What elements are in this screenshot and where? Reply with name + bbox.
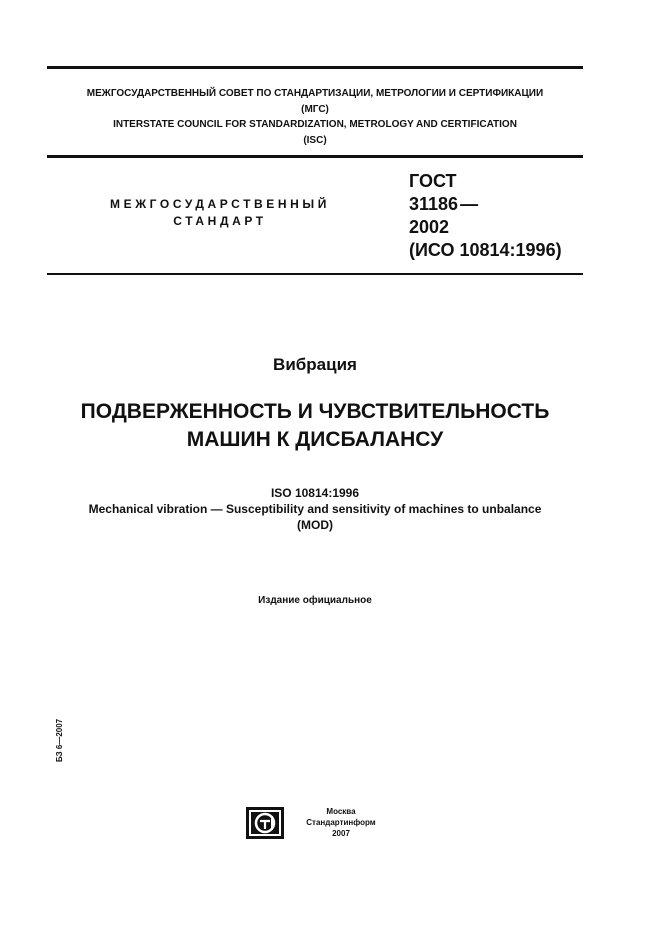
standard-type xyxy=(60,196,380,230)
gost-year: 2002 xyxy=(409,217,450,237)
publisher-city: Москва xyxy=(326,807,356,816)
council-name-ru: МЕЖГОСУДАРСТВЕННЫЙ СОВЕТ ПО СТАНДАРТИЗАЦИИ, МЕТРОЛОГИИ И СЕРТИФИКАЦИИ xyxy=(86,88,544,99)
council-abbr-ru: (МГС) xyxy=(301,103,329,115)
side-code-text: БЗ 6—2007 xyxy=(55,718,64,762)
title-line1: ПОДВЕРЖЕННОСТЬ И ЧУВСТВИТЕЛЬНОСТЬ xyxy=(80,400,550,423)
title-line2: МАШИН К ДИСБАЛАНСУ xyxy=(186,428,444,451)
iso-reference: (ИСО 10814:1996) xyxy=(409,240,562,260)
standard-type-line2: СТАНДАРТ xyxy=(173,214,267,228)
edition-note: Издание официальное xyxy=(258,595,372,606)
gost-prefix: ГОСТ xyxy=(409,171,457,191)
iso-block xyxy=(30,485,600,533)
publisher-year: 2007 xyxy=(332,829,350,838)
document-title xyxy=(30,398,600,454)
standard-type-line1: МЕЖГОСУДАРСТВЕННЫЙ xyxy=(110,197,330,211)
council-header xyxy=(47,86,583,148)
council-name-en: INTERSTATE COUNCIL FOR STANDARDIZATION, METROLOGY AND CERTIFICATION xyxy=(113,119,517,130)
gost-dash: — xyxy=(460,194,479,214)
topic-heading: Вибрация xyxy=(273,355,357,374)
iso-mod: (MOD) xyxy=(297,518,333,532)
standard-designation xyxy=(409,170,562,262)
publisher-info xyxy=(296,806,386,839)
iso-title: Mechanical vibration — Susceptibility and sensitivity of machines to unbalance xyxy=(88,502,542,516)
standartinform-logo-icon xyxy=(246,807,284,839)
designation-rule xyxy=(47,273,583,275)
publisher-name: Стандартинформ xyxy=(306,818,376,827)
gost-number: 31186 xyxy=(409,194,459,214)
top-rule xyxy=(47,66,583,69)
header-rule xyxy=(47,155,583,158)
iso-number: ISO 10814:1996 xyxy=(270,486,360,500)
council-abbr-en: (ISC) xyxy=(303,134,327,146)
